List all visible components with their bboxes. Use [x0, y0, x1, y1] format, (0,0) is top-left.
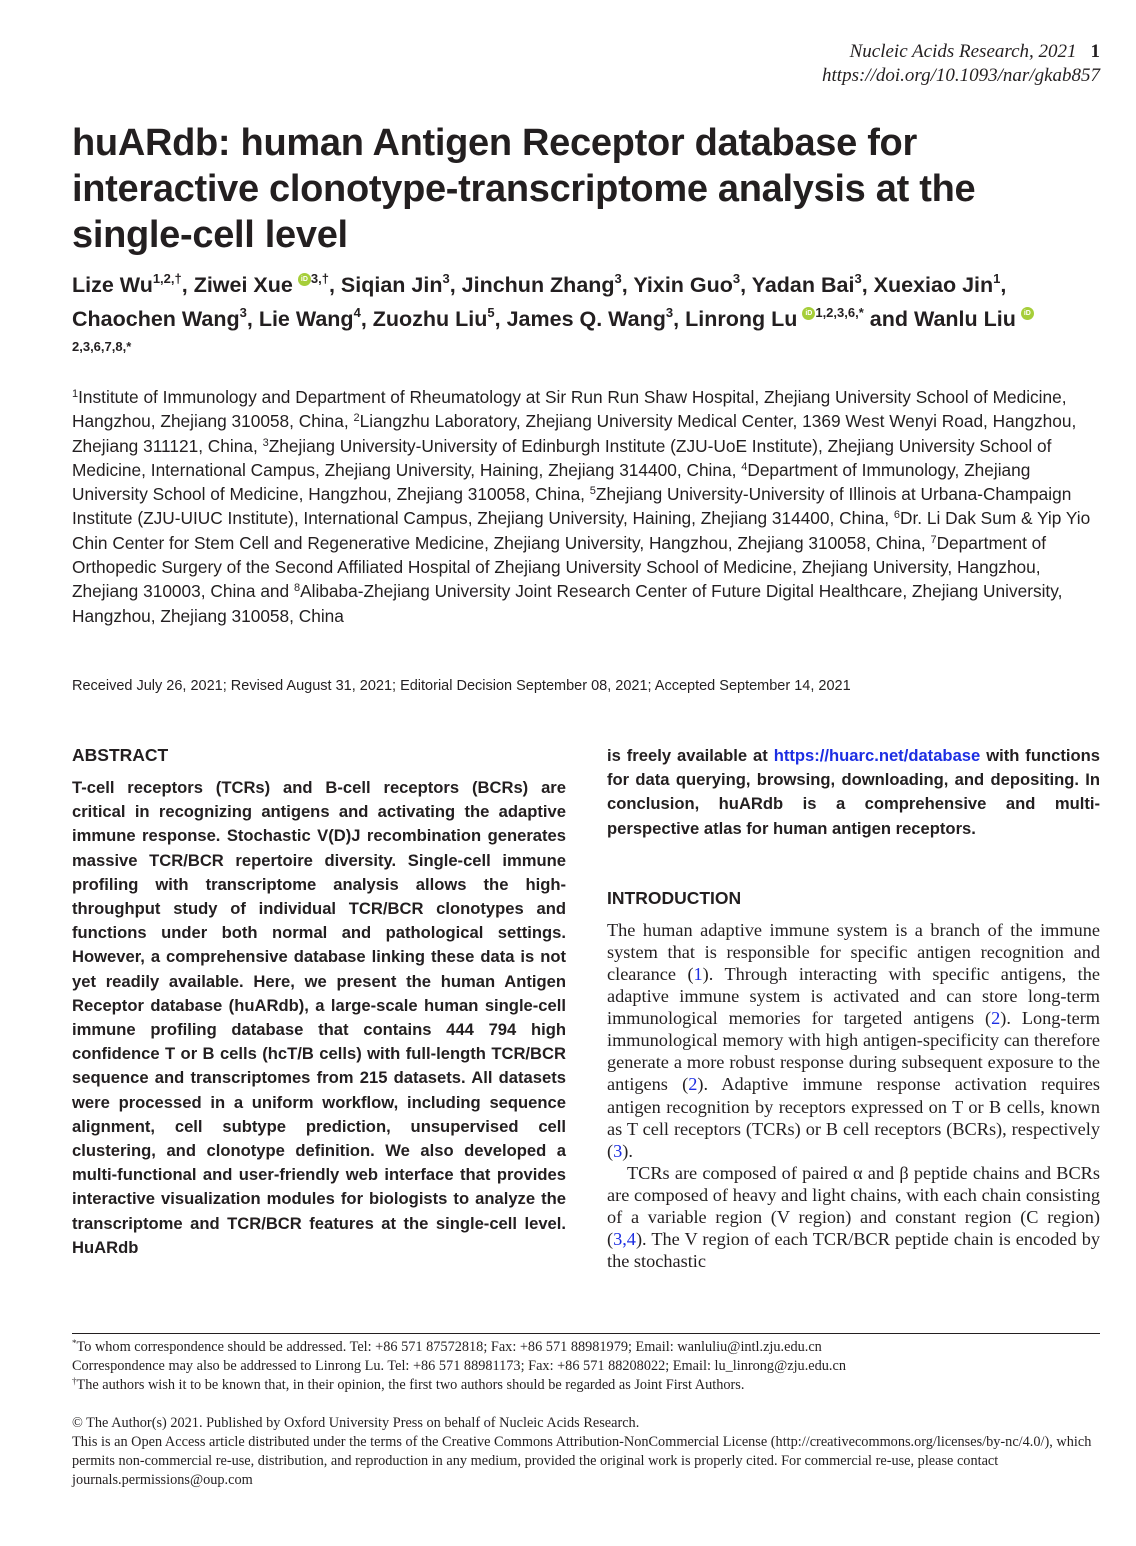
author-name: Linrong Lu [685, 307, 798, 331]
author-affiliation-sup: 3 [442, 271, 450, 286]
author [752, 273, 862, 297]
affiliation-text: Department of Immunology, Zhejiang University School of Medicine, Hangzhou, Zhejiang 310058, China, [72, 459, 1031, 505]
author-name: Siqian Jin [340, 273, 443, 297]
reference-link[interactable]: 2 [688, 1074, 698, 1095]
author-affiliation-sup: 1,2,3,6,* [815, 305, 864, 320]
affiliation-text: Dr. Li Dak Sum & Yip Yio Chin Center for Stem Cell and Regenerative Medicine, Zhejiang University, Hangzhou, Zhejiang 310058, China, [72, 508, 1091, 553]
author-affiliation-sup: 3 [665, 305, 674, 320]
author [194, 273, 329, 297]
author [462, 273, 622, 297]
author-list [72, 268, 1082, 370]
intro-text-run: ). Through interacting with specific antigens, the adaptive immune system is activated and can store long-term immunological memories for targeted antigens ( [607, 964, 1100, 1029]
author-separator: , [621, 273, 634, 297]
dagger-mark: † [72, 1376, 77, 1386]
affiliation-text: Liangzhu Laboratory, Zhejiang University Medical Center, 1369 West Wenyi Road, Hangzhou, Zhejiang 311121, China, [72, 411, 1077, 456]
affiliation-number: 1 [72, 388, 79, 400]
reference-link[interactable]: 2 [991, 1008, 1001, 1029]
affiliation-number: 5 [589, 485, 596, 498]
author-separator: , [673, 307, 686, 331]
author-separator: , [246, 307, 259, 331]
paper-title: huARdb: human Antigen Receptor database for interactive clonotype-transcriptome analysis at the single-cell level [72, 122, 976, 256]
license-block [72, 1414, 1104, 1490]
author-separator: , [328, 273, 341, 297]
reference-link[interactable]: 1 [693, 964, 703, 984]
affiliation-number: 2 [353, 412, 360, 425]
running-head [822, 40, 1100, 88]
affiliation-number: 7 [930, 533, 937, 546]
author-separator: , [181, 273, 194, 297]
intro-paragraph-2 [607, 1162, 1100, 1272]
intro-text-run: ). [622, 1140, 633, 1161]
database-link[interactable]: https://huarc.net/database [773, 746, 981, 765]
author [633, 273, 740, 297]
author [259, 307, 361, 331]
author-affiliation-sup: 4 [353, 305, 361, 320]
author [874, 273, 1001, 297]
footnotes [72, 1338, 1102, 1395]
intro-paragraph-1 [607, 919, 1100, 1162]
copyright-line: © The Author(s) 2021. Published by Oxford University Press on behalf of Nucleic Acids Research. [72, 1415, 640, 1431]
introduction-heading: INTRODUCTION [607, 887, 742, 908]
page-number: 1 [1090, 41, 1100, 62]
received-dates: Received July 26, 2021; Revised August 31, 2021; Editorial Decision September 08, 2021; Accepted September 14, 2021 [72, 678, 851, 694]
orcid-icon[interactable]: iD [298, 273, 311, 286]
joint-author-text: The authors wish it to be known that, in their opinion, the first two authors should be regarded as Joint First Authors. [76, 1377, 745, 1393]
author-name: Yadan Bai [751, 273, 855, 297]
reference-link[interactable]: 3 [613, 1140, 623, 1161]
orcid-icon[interactable]: iD [1021, 307, 1034, 320]
footnote-rule [72, 1333, 1100, 1334]
correspondence-text: To whom correspondence should be addressed. Tel: +86 571 87572818; Fax: +86 571 88981979; Email: wanluliu@intl.zju.edu.cn [76, 1339, 822, 1355]
affiliation-number: 6 [893, 509, 901, 522]
affiliation-number: 8 [293, 582, 301, 595]
affiliation-text: Alibaba-Zhejiang University Joint Research Center of Future Digital Healthcare, Zhejiang University, Hangzhou, Zhejiang 310058, China [72, 581, 1063, 626]
orcid-icon[interactable]: iD [802, 307, 815, 320]
author-separator: and [863, 307, 914, 331]
journal-name: Nucleic Acids Research, 2021 [849, 41, 1077, 62]
author-name: Jinchun Zhang [461, 273, 615, 297]
author [373, 307, 495, 331]
author [72, 273, 182, 297]
asterisk-mark: * [72, 1338, 77, 1348]
abstract-text: T-cell receptors (TCRs) and B-cell receptors (BCRs) are critical in recognizing antigens and activating the adaptive immune response. Stochastic V(D)J recombination generates massive TCR/BCR repertoire diversity. Single-cell immune profiling with transcriptome analysis allows the high-throughput study of individual TCR/BCR clonotypes and functions under both normal and pathological settings. However, a comprehensive database linking these data is not yet readily available. Here, we present the human Antigen Receptor database (huARdb), a large-scale human single-cell immune profiling database that contains 444 794 high confidence T or B cells (hcT/B cells) with full-length TCR/BCR sequence and transcriptomes from 215 datasets. All datasets were processed in a uniform workflow, including sequence alignment, cell subtype prediction, unsupervised cell clustering, and clonotype definition. We also developed a multi-functional and user-friendly web interface that provides interactive visualization modules for biologists to analyze the transcriptome and TCR/BCR features at the single-cell level. HuARdb [72, 778, 566, 1257]
reference-link[interactable]: 3,4 [613, 1229, 636, 1250]
affiliation-text: Institute of Immunology and Department of Rheumatology at Sir Run Run Shaw Hospital, Zhejiang University School of Medicine, Hangzhou, Zhejiang 310058, China, [72, 387, 1067, 432]
doi[interactable]: https://doi.org/10.1093/nar/gkab857 [822, 65, 1100, 86]
abstract-continuation [607, 744, 1100, 841]
author-affiliation-sup: 3 [239, 305, 247, 320]
affiliation-number: 4 [741, 460, 748, 473]
affiliation-number: 3 [262, 436, 269, 449]
intro-text-run: ). Adaptive immune response activation requires antigen recognition by receptors expressed on T or B cells, known as T cell receptors (TCRs) or B cell receptors (BCRs), respectively ( [607, 1074, 1100, 1161]
author-name: Yixin Guo [633, 273, 733, 297]
intro-text-run: ). The V region of each TCR/BCR peptide chain is encoded by the stochastic [607, 1229, 1100, 1272]
correspondence-footnote-2: Correspondence may also be addressed to Linrong Lu. Tel: +86 571 88981173; Fax: +86 571 88208022; Email: lu_linrong@zju.edu.cn [72, 1358, 846, 1374]
author-affiliation-sup: 3,† [310, 271, 329, 286]
author [72, 307, 247, 331]
author-name: Chaochen Wang [72, 307, 240, 331]
author [685, 307, 864, 331]
author [341, 273, 450, 297]
author-affiliation-sup: 3 [614, 271, 622, 286]
author-name: Lize Wu [72, 273, 153, 297]
author-separator: , [449, 273, 462, 297]
author-affiliation-sup: 1,2,† [152, 271, 182, 286]
license-text: This is an Open Access article distributed under the terms of the Creative Commons Attribution-NonCommercial License (http://creativecommons.org/licenses/by-nc/4.0/), which permits non-commercial re-use, distribution, and reproduction in any medium, provided the original work is properly cited. For commercial re-use, please contact journals.permissions@oup.com [72, 1434, 1092, 1488]
author-affiliation-sup: 3 [732, 271, 741, 286]
author [507, 307, 674, 331]
author-name: Ziwei Xue [193, 273, 293, 297]
author-affiliation-sup: 5 [487, 305, 495, 320]
author-name: Zuozhu Liu [372, 307, 488, 331]
affiliation-list [72, 385, 1102, 628]
right-column [607, 744, 1100, 1272]
correspondence-footnote [72, 1338, 1102, 1357]
abstract-cont-text: is freely available at [607, 746, 774, 765]
author-separator: , [740, 273, 752, 297]
author-affiliation-sup: 3 [854, 271, 862, 286]
author-name: Wanlu Liu [913, 307, 1016, 331]
author-separator: , [1000, 273, 1007, 297]
author-name: Xuexiao Jin [873, 273, 994, 297]
abstract-heading: ABSTRACT [72, 745, 169, 765]
intro-text-run: TCRs are composed of paired α and β peptide chains and BCRs are composed of heavy and light chains, with each chain consisting of a variable region (V region) and constant region (C region) ( [607, 1162, 1100, 1250]
author-separator: , [360, 307, 373, 331]
author-name: James Q. Wang [506, 307, 666, 331]
author-affiliation-sup: 2,3,6,7,8,* [72, 339, 132, 354]
affiliation-text: Department of Orthopedic Surgery of the Second Affiliated Hospital of Zhejiang University School of Medicine, Zhejiang University, Hangzhou, Zhejiang 310003, China and [72, 532, 1047, 602]
author-affiliation-sup: 1 [993, 271, 1001, 286]
intro-text-run: The human adaptive immune system is a branch of the immune system that is responsible for specific antigen recognition and clearance ( [607, 919, 1100, 984]
joint-author-footnote [72, 1376, 1102, 1395]
abstract-cont-text-2: with functions for data querying, browsing, downloading, and depositing. In conclusion, huARdb is a comprehensive and multi-perspective atlas for human antigen receptors. [607, 746, 1100, 838]
affiliation-text: Zhejiang University-University of Illinois at Urbana-Champaign Institute (ZJU-UIUC Institute), International Campus, Zhejiang University, Haining, Zhejiang 314400, China, [72, 484, 1072, 529]
intro-text-run: ). Long-term immunological memory with high antigen-specificity can therefore generate a more robust response during subsequent exposure to the antigens ( [607, 1008, 1100, 1095]
author-separator: , [494, 307, 507, 331]
author-name: Lie Wang [258, 307, 354, 331]
left-column [72, 744, 566, 1260]
affiliation-text: Zhejiang University-University of Edinburgh Institute (ZJU-UoE Institute), Zhejiang University School of Medicine, International Campus, Zhejiang University, Haining, Zhejiang 314400, China, [72, 435, 1052, 480]
author-separator: , [861, 273, 874, 297]
